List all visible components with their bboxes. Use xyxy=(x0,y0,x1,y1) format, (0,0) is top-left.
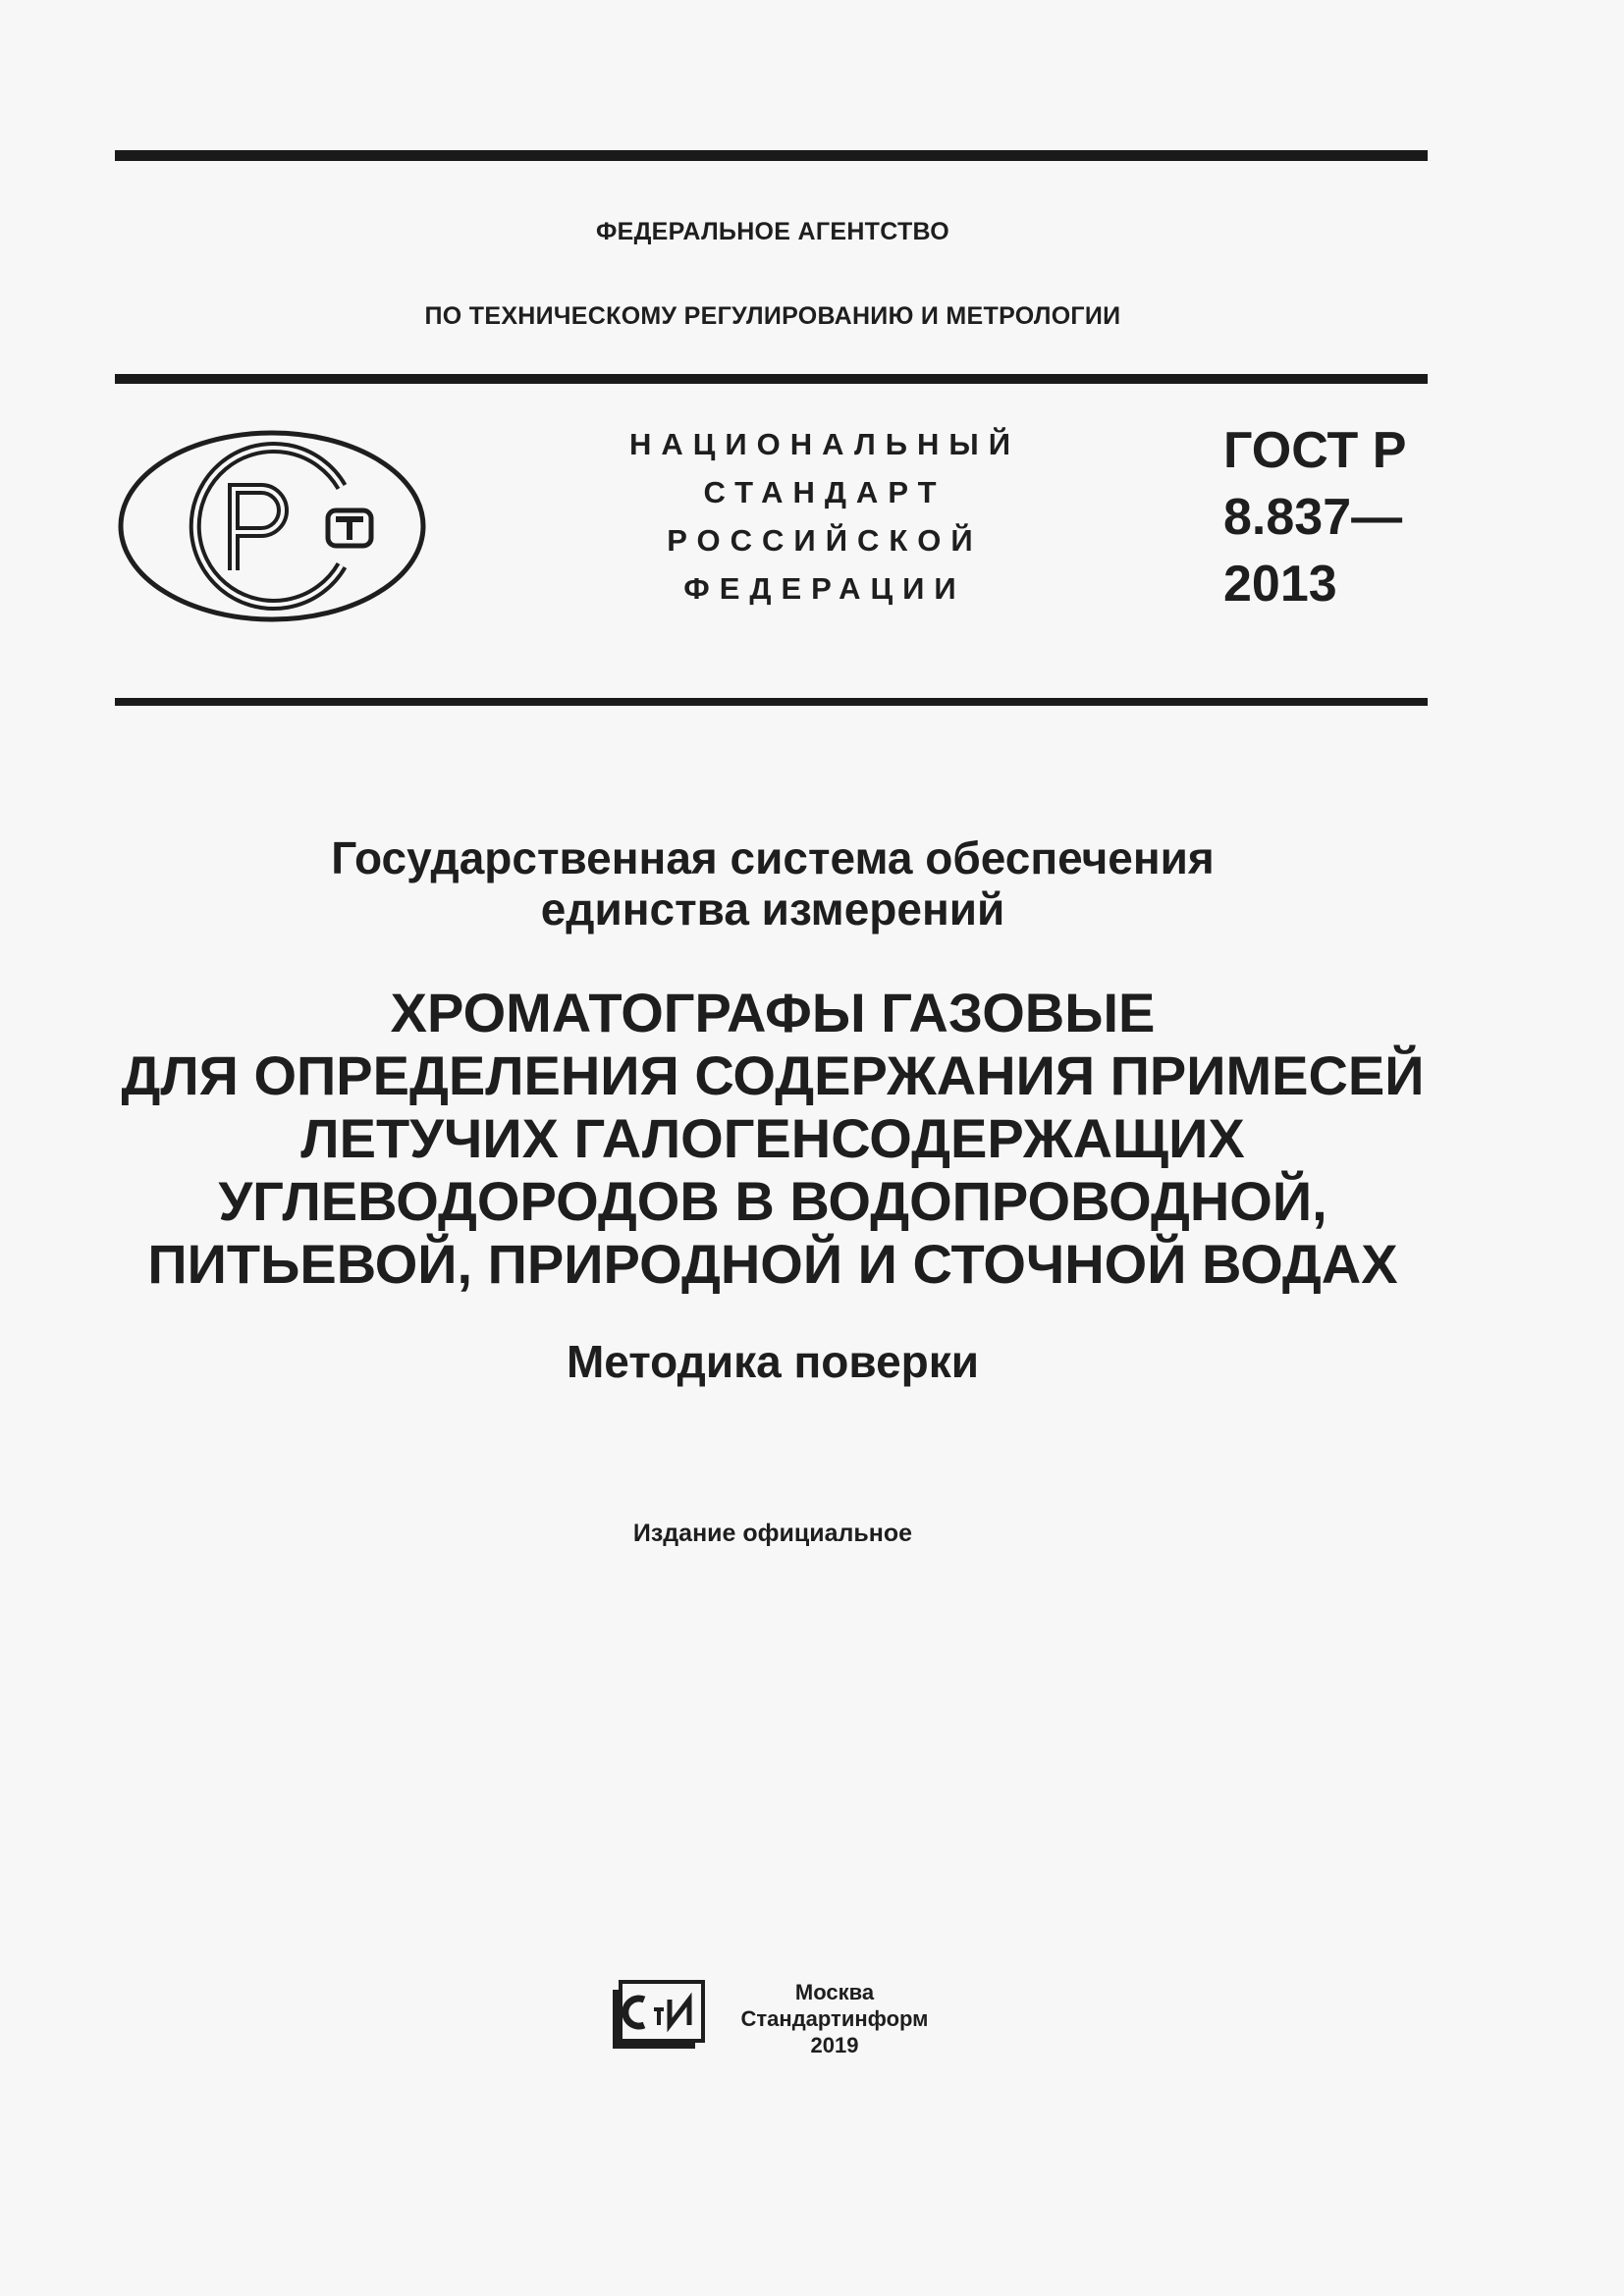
standard-series-title xyxy=(0,832,1545,934)
bottom-rule xyxy=(115,698,1428,706)
national-standard-line-3: РОССИЙСКОЙ xyxy=(667,523,983,558)
edition-label: Издание официальное xyxy=(632,1520,913,1547)
agency-line-2: ПО ТЕХНИЧЕСКОМУ РЕГУЛИРОВАНИЮ И МЕТРОЛОГИИ xyxy=(424,302,1121,330)
designation-line-3: 2013 xyxy=(1223,556,1337,613)
standard-designation xyxy=(1223,417,1406,617)
title-line-1: ХРОМАТОГРАФЫ ГАЗОВЫЕ xyxy=(390,982,1156,1043)
standartinform-logo-icon xyxy=(611,1980,705,2051)
publisher-city: Москва xyxy=(794,1980,875,2004)
national-standard-line-4: ФЕДЕРАЦИИ xyxy=(683,571,966,606)
designation-line-1: ГОСТ Р xyxy=(1223,422,1407,479)
series-line-2: единства измерений xyxy=(540,883,1005,934)
national-standard-line-2: СТАНДАРТ xyxy=(703,475,947,509)
designation-line-2: 8.837— xyxy=(1223,489,1403,546)
national-standard-line-1: НАЦИОНАЛЬНЫЙ xyxy=(628,427,1021,461)
agency-line-1: ФЕДЕРАЛЬНОЕ АГЕНТСТВО xyxy=(595,218,950,245)
publisher-name: Стандартинформ xyxy=(740,2006,929,2031)
publisher-year: 2019 xyxy=(810,2033,859,2057)
title-line-3: ЛЕТУЧИХ ГАЛОГЕНСОДЕРЖАЩИХ xyxy=(300,1107,1245,1169)
rst-certification-logo-icon xyxy=(116,428,428,624)
title-line-4: УГЛЕВОДОРОДОВ В ВОДОПРОВОДНОЙ, xyxy=(218,1170,1327,1232)
title-line-5: ПИТЬЕВОЙ, ПРИРОДНОЙ И СТОЧНОЙ ВОДАХ xyxy=(147,1233,1398,1295)
series-line-1: Государственная система обеспечения xyxy=(331,832,1215,883)
title-line-2: ДЛЯ ОПРЕДЕЛЕНИЯ СОДЕРЖАНИЯ ПРИМЕСЕЙ xyxy=(121,1044,1425,1106)
publisher-block xyxy=(717,1979,952,2058)
top-rule xyxy=(115,150,1428,161)
middle-rule xyxy=(115,374,1428,384)
national-standard-block xyxy=(569,420,1080,613)
document-title xyxy=(0,982,1545,1296)
document-subtitle: Методика поверки xyxy=(566,1336,980,1387)
